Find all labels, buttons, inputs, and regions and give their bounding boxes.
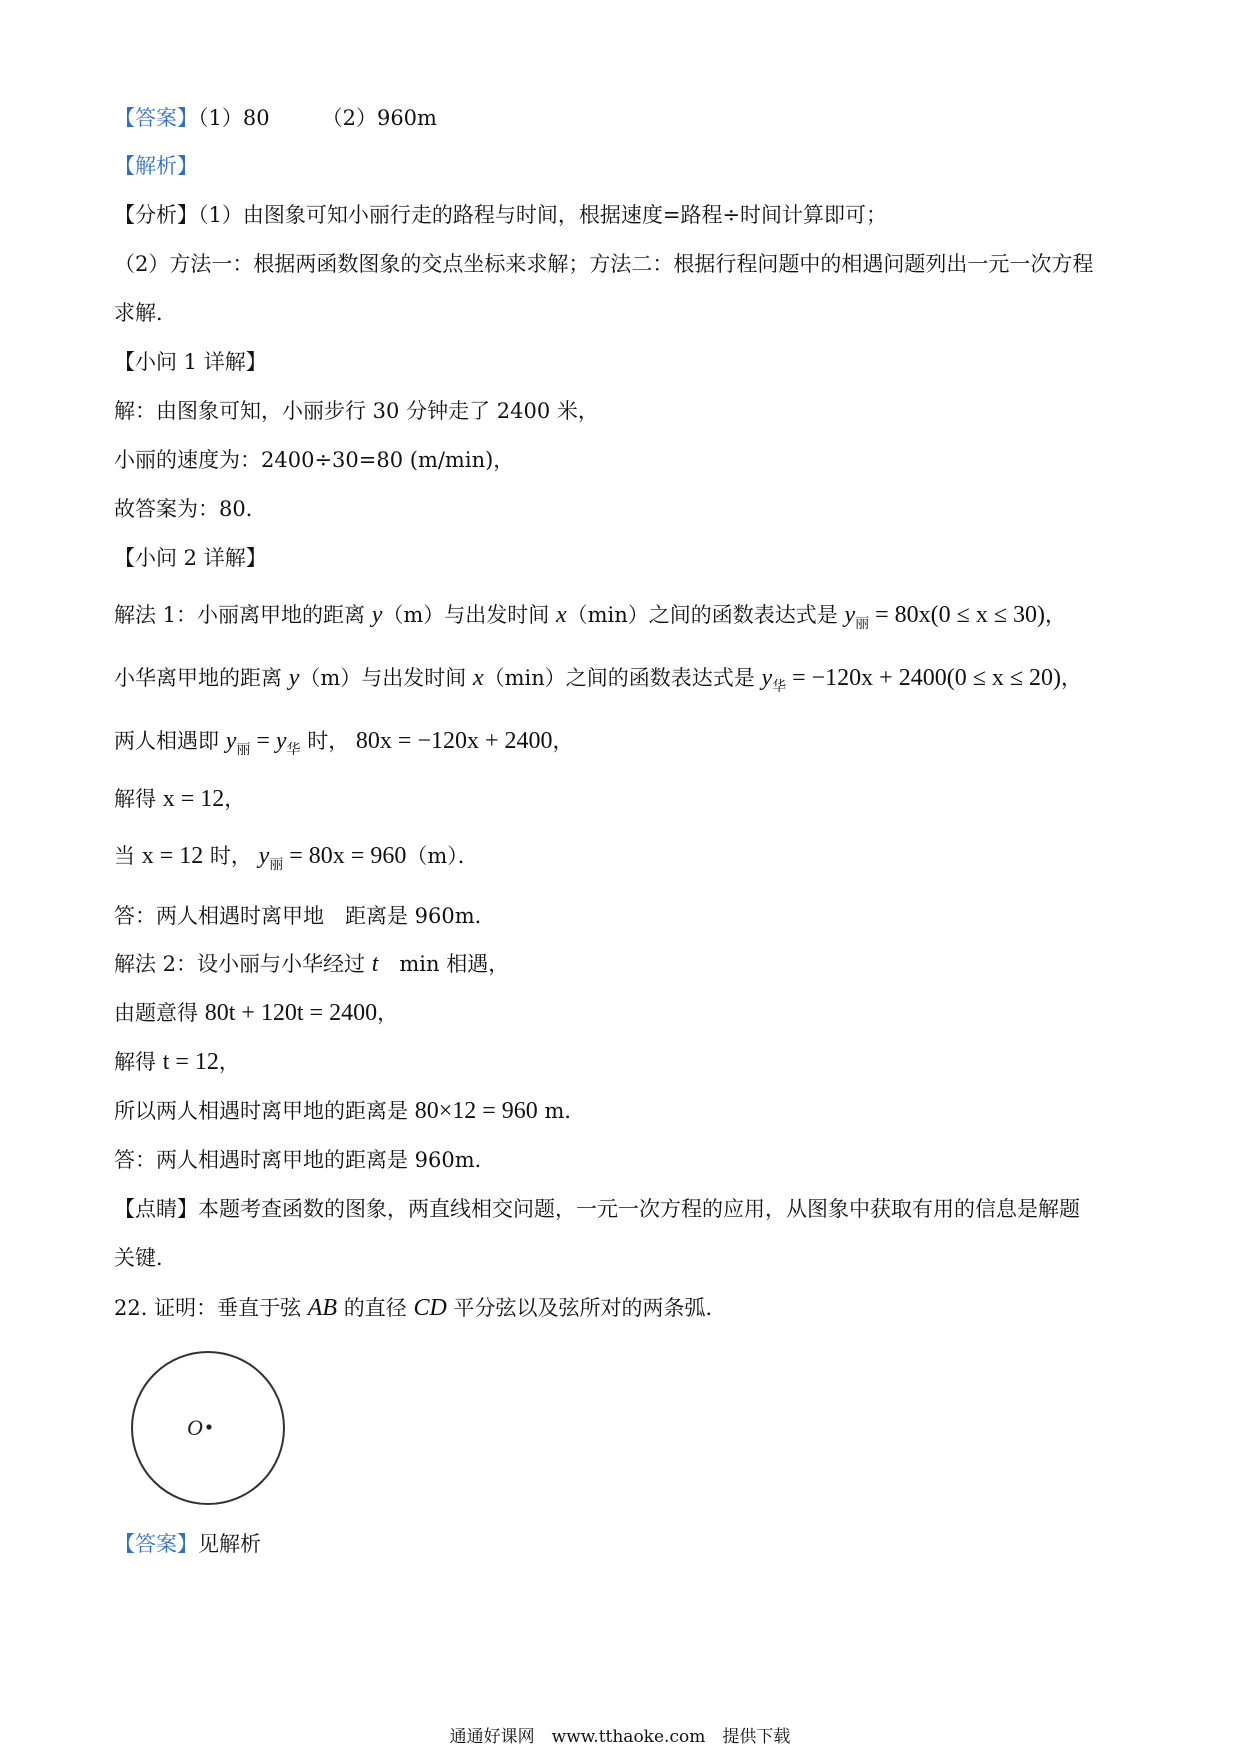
answer-part2: （2）960m [321,106,437,130]
problem-22: 22. 证明：垂直于弦 AB 的直径 CD 平分弦以及弦所对的两条弧． [114,1295,727,1321]
method1-line1: 解法 1：小丽离甲地的距离 y（m）与出发时间 x（min）之间的函数表达式是 $y_丽 = 80x(0 \le x \le 30)$， [114,602,1066,632]
fenxi-line [114,201,887,229]
q2-title: 【小问 2 详解】 [114,546,267,570]
problem-number: 22. [114,1296,148,1320]
q1-line1: 解：由图象可知，小丽步行 30 分钟走了 2400 米， [114,399,599,423]
answer-part1: （1）80 [198,106,270,130]
q1-title: 【小问 1 详解】 [114,350,267,374]
method2-line4: 所以两人相遇时离甲地的距离是 80×12 = 960 m． [114,1098,586,1124]
answer-line [114,104,437,132]
fenxi-tag: 【分析】 [114,203,198,227]
footer: 通通好课网 www.tthaoke.com 提供下载 [449,1727,791,1747]
fenxi2-line1: （2）方法一：根据两函数图象的交点坐标来求解；方法二：根据行程问题中的相遇问题列出一元一次方程 [114,252,1094,276]
method1-line5: 当 x = 12 时， $y_丽 = 80x = 960(m)$． [114,843,479,873]
method1-line4: 解得 x = 12， [114,786,246,812]
method1-answer: 答：两人相遇时离甲地 距离是 960m． [114,904,496,928]
fenxi-text: （1）由图象可知小丽行走的路程与时间，根据速度=路程÷时间计算即可； [198,203,888,227]
q1-line3: 故答案为：80． [114,497,267,521]
dianjing-line1: 【点睛】本题考查函数的图象，两直线相交问题，一元一次方程的应用，从图象中获取有用的信息是解题 [114,1197,1080,1221]
answer22-text: 见解析 [198,1532,261,1556]
method2-line3: 解得 t = 12， [114,1049,240,1075]
dianjing-tag: 【点睛】 [114,1197,198,1221]
fenxi2-line2: 求解． [114,301,177,325]
method2-line2: 由题意得 80t + 120t = 2400， [114,1000,399,1026]
method2-line1: 解法 2：设小丽与小华经过 t min 相遇， [114,951,510,977]
center-label: O [187,1415,203,1440]
answer-tag: 【答案】 [114,106,198,130]
method1-line3: 两人相遇即 $y_丽 = y_华$ 时， 80x = −120x + 2400， [114,728,574,758]
dianjing-line2: 关键． [114,1246,177,1270]
method1-line2: 小华离甲地的距离 y（m）与出发时间 x（min）之间的函数表达式是 $y_华 = -120x + 2400(0 \le x \le 20)$， [114,665,1083,695]
center-point [206,1424,211,1429]
analysis-tag: 【解析】 [114,154,198,178]
circle-figure [128,1348,288,1508]
answer22-line [114,1530,261,1558]
answer22-tag: 【答案】 [114,1532,198,1556]
q1-line2: 小丽的速度为：2400÷30=80 (m/min)， [114,448,515,472]
method2-answer: 答：两人相遇时离甲地的距离是 960m． [114,1148,496,1172]
